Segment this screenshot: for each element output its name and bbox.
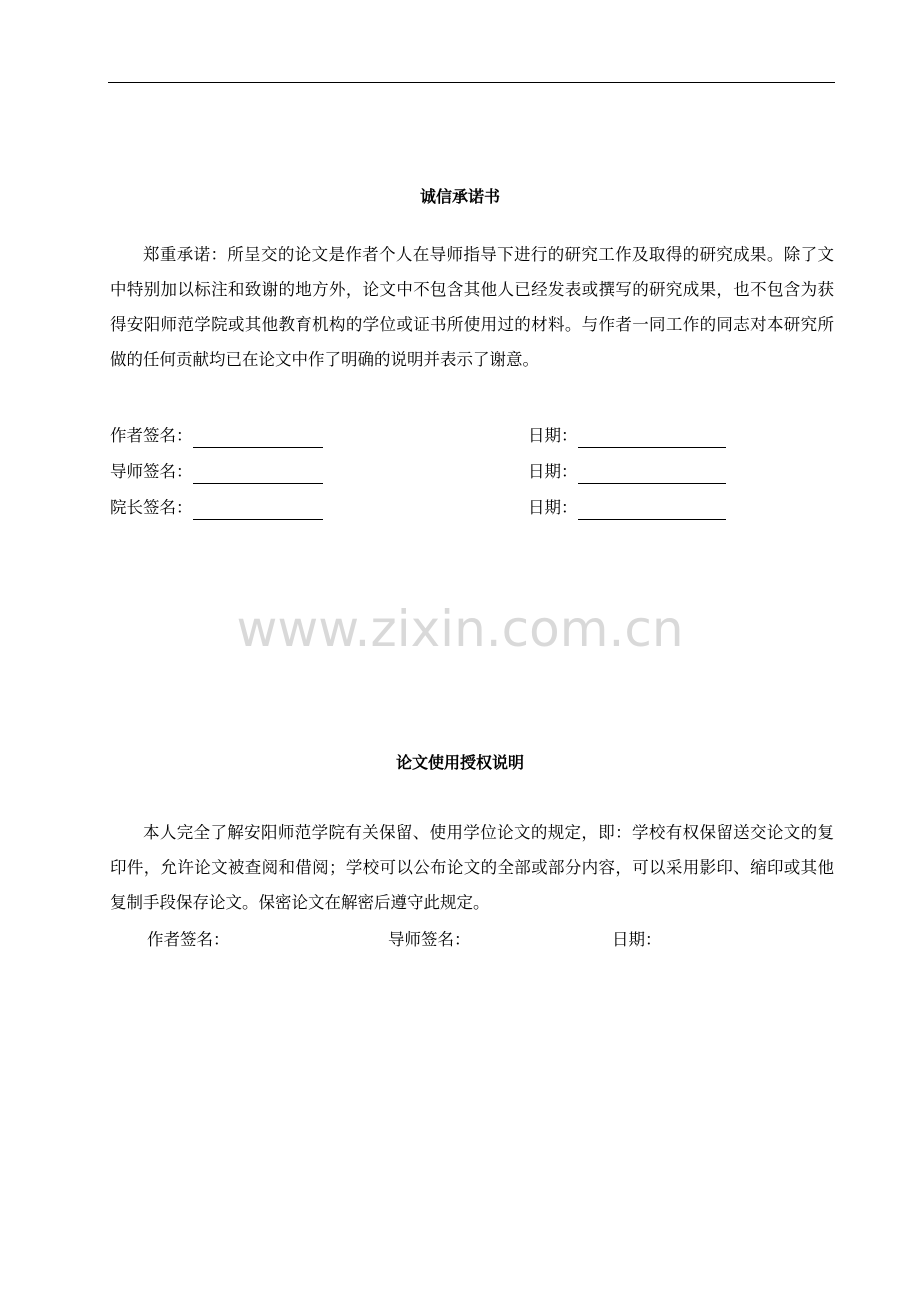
header-rule bbox=[108, 82, 835, 83]
author-date-line[interactable] bbox=[578, 427, 726, 448]
auth-author-signature-label: 作者签名： bbox=[147, 930, 230, 949]
advisor-date-row bbox=[528, 460, 726, 484]
dean-signature-row bbox=[110, 496, 323, 520]
advisor-signature-row bbox=[110, 460, 323, 484]
author-signature-label: 作者签名： bbox=[110, 426, 193, 445]
authorization-body: 本人完全了解安阳师范学院有关保留、使用学位论文的规定，即：学校有权保留送交论文的复印件，允许论文被查阅和借阅；学校可以公布论文的全部或部分内容，可以采用影印、缩印或其他复制手段保存论文。保密论文在解密后遵守此规定。 bbox=[110, 823, 834, 912]
dean-date-label: 日期： bbox=[528, 498, 578, 517]
integrity-title: 诚信承诺书 bbox=[419, 187, 500, 206]
author-signature-row bbox=[110, 424, 323, 448]
watermark: www.zixin.com.cn bbox=[236, 600, 684, 658]
auth-date-label: 日期： bbox=[612, 930, 662, 949]
dean-date-line[interactable] bbox=[578, 499, 726, 520]
author-date-label: 日期： bbox=[528, 426, 578, 445]
authorization-title: 论文使用授权说明 bbox=[395, 753, 524, 772]
integrity-body: 郑重承诺：所呈交的论文是作者个人在导师指导下进行的研究工作及取得的研究成果。除了文中特别加以标注和致谢的地方外，论文中不包含其他人已经发表或撰写的研究成果，也不包含为获得安阳师范学院或其他教育机构的学位或证书所使用过的材料。与作者一同工作的同志对本研究所做的任何贡献均已在论文中作了明确的说明并表示了谢意。 bbox=[110, 245, 834, 369]
dean-signature-line[interactable] bbox=[193, 499, 323, 520]
dean-date-row bbox=[528, 496, 726, 520]
advisor-signature-label: 导师签名： bbox=[110, 462, 193, 481]
dean-signature-label: 院长签名： bbox=[110, 498, 193, 517]
advisor-date-line[interactable] bbox=[578, 463, 726, 484]
auth-advisor-signature-label: 导师签名： bbox=[388, 930, 471, 949]
advisor-signature-line[interactable] bbox=[193, 463, 323, 484]
advisor-date-label: 日期： bbox=[528, 462, 578, 481]
author-date-row bbox=[528, 424, 726, 448]
author-signature-line[interactable] bbox=[193, 427, 323, 448]
